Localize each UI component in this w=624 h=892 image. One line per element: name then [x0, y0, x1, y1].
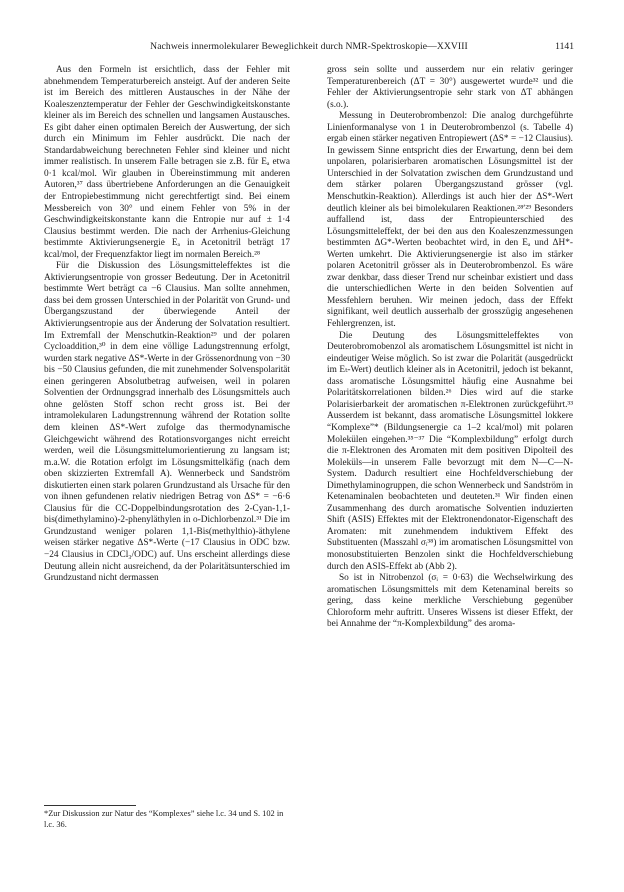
right-column [327, 65, 573, 631]
running-header [44, 40, 574, 54]
paragraph: So ist in Nitrobenzol (σᵢ = 0·63) die Wechselwirkung des aromatischen Lösungsmittels mit dem Ketenaminal bereits so gering, dass keine merkliche Verschiebung gegenüber Chloroform mehr auftritt. Unseres Wissens ist dieser Effekt, der bei Annahme der “π-Komplexbildung” des aroma- [327, 573, 573, 630]
running-title: Nachweis innermolekularer Beweglichkeit durch NMR-Spektroskopie—XXVIII [150, 41, 468, 52]
paragraph: Aus den Formeln ist ersichtlich, dass der Fehler mit abnehmendem Temperaturbereich ansteigt. Auf der anderen Seite ist im Bereich des mittleren Austausches in der Nähe der Koaleszenztemperatur der Fehler der Geschwindigkeitskonstante kleiner als im Bereich des schnellen und langsamen Austausches. Es gibt daher einen optimalen Bereich der Auswertung, der sich durch ein Minimum im Fehler ausdrückt. Die nach der Standardabweichung berechneten Fehler sind kleiner und nicht immer realistisch. In unserem Falle betragen sie z.B. für Eₐ etwa 0·1 kcal/mol. Wir glauben in Übereinstimmung mit anderen Autoren,³⁷ dass übertriebene Anforderungen an die Genauigkeit der Entropiebestimmung nicht gerechtfertigt sind. Bei einem Messbereich von 30° und einem Fehler von 5% in der Geschwindigkeitskonstante kann die Entropie nur auf ± 1·4 Clausius bestimmt werden. Die nach der Arrhenius-Gleichung bestimmte Aktivierungsenergie Eₐ in Acetonitril beträgt 17 kcal/mol, der Frequenzfaktor liegt im normalen Bereich.²⁸ [44, 65, 290, 260]
paragraph: gross sein sollte und ausserdem nur ein relativ geringer Temperaturenbereich (ΔT = 30°) ausgewertet wurde³² und die Fehler der Aktivierungsentropie sehr stark von ΔT abhängen (s.o.). [327, 65, 573, 110]
footnote-divider [44, 805, 136, 806]
left-column [44, 65, 290, 585]
paragraph: Messung in Deuterobrombenzol: Die analog durchgeführte Linienformanalyse von 1 in Deuterobrombenzol (s. Tabelle 4) ergab einen stärker negativen Entropiewert (ΔS* = −12 Clausius). In gewissem Sinne entspricht dies der Erwartung, denn bei dem unpolaren, polarisierbaren aromatischen Lösungsmittel ist der Unterschied in der Solvatation zwischen dem Grundzustand und dem stärker polaren Übergangszustand grösser (vgl. Menschutkin-Reaktion). Allerdings ist auch hier der ΔS*-Wert deutlich kleiner als bei bimolekularen Reaktionen.²⁸ʹ²⁹ Besonders auffallend ist, dass der Entropieunterschied des Lösungsmitteleffekt, der bei den aus den Koaleszenzmessungen bestimmten ΔG*-Werten beobachtet wird, in den Eₐ und ΔH*-Werten umkehrt. Die Aktivierungsenergie ist also im stärker polaren Acetonitril grösser als in Deuterobrombenzol. Es wäre zwar denkbar, dass dieser Trend nur scheinbar existiert und dass die unterschiedlichen Werte in den beiden Solventien auf Messfehlern beruhen. Wir meinen jedoch, dass der Effekt signifikant, weil deutlich ausserhalb der grosszügig angesehenen Fehlergrenzen, ist. [327, 111, 573, 330]
page-number: 1141 [555, 41, 574, 52]
paragraph: Die Deutung des Lösungsmitteleffektes von Deuterobromobenzol als aromatischem Lösungsmittel ist nicht in eindeutiger Weise möglich. So ist zwar die Polarität (ausgedrückt im Eₜ-Wert) deutlich kleiner als in Acetonitril, jedoch ist bekannt, dass aromatische Lösungsmittel häufig eine Ausnahme bei Polaritätskorrelationen bilden.²⁶ Dies wird auf die starke Polarisierbarkeit der aromatischen π-Elektronen zurückgeführt.³³ Ausserdem ist bekannt, dass aromatische Lösungsmittel lokkere “Komplexe”* (Bildungsenergie ca 1–2 kcal/mol) mit polaren Molekülen eingehen.³⁵⁻³⁷ Die “Komplexbildung” erfolgt durch die π-Elektronen des Aromaten mit dem positiven Dipolteil des Moleküls—in unserem Falle bevorzugt mit dem N—C—N-System. Dadurch resultiert eine Hochfeldverschiebung der Dimethylaminogruppen, die schon Wennerbeck und Sandström in Ketenaminalen beobachteten und deuteten.³¹ Wir finden einen Zusammenhang des durch aromatische Solventien induzierten Shift (ASIS) Effektes mit der Elektronendonator-Eigenschaft des Aromaten: mit zunehmendem induktivem Effekt des Substituenten (Masszahl σᵢ³⁸) im aromatischen Lösungsmittel von monosubstituierten Benzolen sinkt die Hochfeldverschiebung durch den ASIS-Effekt ab (Abb 2). [327, 330, 573, 572]
footnote: *Zur Diskussion zur Natur des “Komplexes” siehe l.c. 34 und S. 102 in l.c. 36. [44, 809, 284, 829]
paragraph: Für die Diskussion des Lösungsmitteleffektes ist die Aktivierungsentropie von grosser Bedeutung. Der in Acetonitril bestimmte Wert beträgt ca −6 Clausius. Man sollte annehmen, dass bei dem grossen Unterschied in der Polarität von Grund- und Übergangszustand der überwiegende Anteil der Aktivierungsentropie aus der Änderung der Solvatation resultiert. Im Extremfall der Menschutkin-Reaktion²⁹ und der polaren Cycloaddition,³⁰ in dem eine völlige Ladungstrennung erfolgt, wurden stark negative ΔS*-Werte in der Grössenordnung von −30 bis −50 Clausius gefunden, die mit zunehmender Solvenspolarität einen geringeren Absolutbetrag aufweisen, weil in polaren Solventien der Ordnungsgrad innerhalb des Lösungsmittels auch ohne gelösten Stoff schon recht gross ist. Bei der intramolekularen Ladungstrennung während der Rotation sollte dem kleinen ΔS*-Wert zufolge das thermodynamische Gleichgewicht während des Rotationsvorganges nicht erreicht werden, weil die Lösungsmittelumorientierung zu langsam ist; m.a.W. die Rotation erfolgt im Lösungsmittelkäfig (nach dem oben skizzierten Extremfall A). Wennerbeck und Sandström diskutierten einen stark polaren Grundzustand als Ursache für den von ihnen gefundenen relativ niedrigen Betrag von ΔS* = −6·6 Clausius für die CC-Doppelbindungsrotation des 2-Cyan-1,1-bis(dimethylamino)-2-phenyläthylen in o-Dichlorbenzol.³¹ Die im Grundzustand weniger polaren 1,1-Bis(methylthio)-äthylene weisen stärker negative ΔS*-Werte (−17 Clausius in ODC bzw. −24 Clausius in CDCl₃/ODC) auf. Uns erscheint allerdings diese Deutung allein nicht ausreichend, da der Polaritätsunterschied im Grundzustand nicht dermassen [44, 261, 290, 584]
